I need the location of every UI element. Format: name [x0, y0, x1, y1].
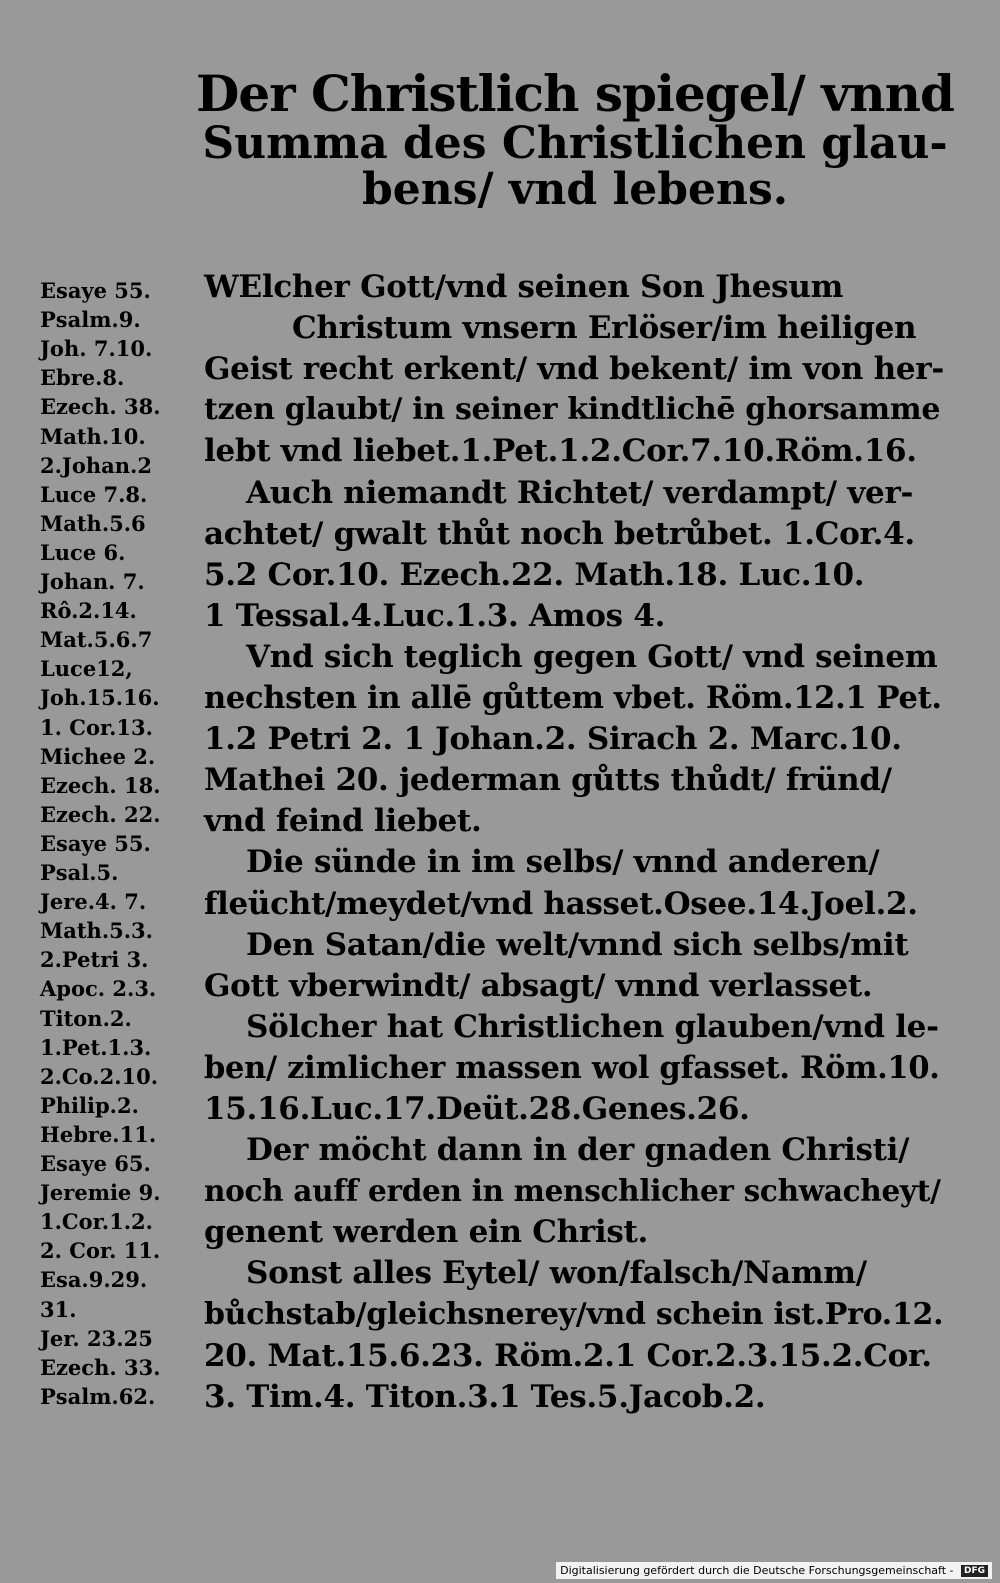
body-line: Gott vberwindt/ absagt/ vnnd verlasset. [204, 967, 873, 1004]
margin-note: Math.5.6 [40, 510, 146, 536]
body-line: tzen glaubt/ in seiner kindtlichē ghorsamme [204, 392, 941, 428]
margin-note: Luce12, [40, 656, 133, 682]
body-line: Die sünde in im selbs/ vnnd anderen/ [246, 844, 880, 881]
body-line: ben/ zimlicher massen wol gfasset. Röm.10. [204, 1049, 940, 1086]
body-line: 15.16.Luc.17.Deüt.28.Genes.26. [204, 1091, 750, 1127]
body-line: nechsten in allē gůttem vbet. Röm.12.1 Pet. [204, 680, 942, 716]
margin-note: Ezech. 33. [40, 1354, 161, 1380]
body-line: genent werden ein Christ. [204, 1214, 648, 1251]
margin-note: Luce 7.8. [40, 481, 148, 507]
margin-note: Ebre.8. [40, 365, 125, 391]
title-line-3: bens/ vnd lebens. [361, 163, 789, 215]
body-line: noch auff erden in menschlicher schwacheyt/ [204, 1173, 941, 1209]
margin-note: Psalm.9. [40, 307, 141, 333]
margin-note: Esaye 65. [40, 1151, 151, 1176]
body-line: 1.2 Petri 2. 1 Johan.2. Sirach 2. Marc.10. [204, 721, 902, 758]
margin-note: Mat.5.6.7 [40, 627, 153, 653]
body-line: Den Satan/die welt/vnnd sich selbs/mit [246, 926, 909, 963]
margin-note: 31. [40, 1296, 77, 1322]
margin-note: Jere.4. 7. [40, 889, 147, 915]
margin-note: Philip.2. [40, 1092, 139, 1118]
margin-note: Math.10. [40, 423, 146, 449]
digitization-footer [556, 1562, 992, 1579]
body-line: 3. Tim.4. Titon.3.1 Tes.5.Jacob.2. [204, 1378, 766, 1415]
margin-note: 1.Cor.1.2. [40, 1209, 153, 1235]
margin-note: 2.Co.2.10. [40, 1063, 159, 1089]
margin-note: Joh. 7.10. [40, 336, 153, 362]
margin-note: Luce 6. [40, 539, 126, 565]
margin-note: Hebre.11. [40, 1121, 157, 1147]
margin-note: 2.Johan.2 [40, 452, 152, 478]
body-line: Sonst alles Eytel/ won/falsch/Namm/ [246, 1255, 867, 1292]
body-line: 5.2 Cor.10. Ezech.22. Math.18. Luc.10. [204, 556, 865, 593]
margin-note: Esaye 55. [40, 830, 151, 856]
margin-note: 2. Cor. 11. [40, 1238, 161, 1264]
body-line: bůchstab/gleichsnerey/vnd schein ist.Pro.12. [204, 1296, 944, 1332]
margin-note: Jeremie 9. [40, 1180, 161, 1206]
page-title [195, 64, 955, 215]
body-line: WElcher Gott/vnd seinen Son Jhesum [204, 269, 844, 305]
title-line-1: Der Christlich spiegel/ vnnd [196, 64, 954, 123]
margin-note: Joh.15.16. [40, 685, 160, 711]
margin-note: Esaye 55. [40, 278, 151, 303]
margin-note: 2.Petri 3. [40, 947, 149, 973]
body-line: fleücht/meydet/vnd hasset.Osee.14.Joel.2. [204, 885, 918, 922]
margin-note: Michee 2. [40, 743, 156, 769]
margin-note: 1. Cor.13. [40, 714, 153, 740]
dfg-logo-icon: DFG [961, 1565, 988, 1577]
body-line: Auch niemandt Richtet/ verdampt/ ver- [246, 474, 914, 511]
body-line: vnd feind liebet. [204, 803, 482, 840]
body-line: 20. Mat.15.6.23. Röm.2.1 Cor.2.3.15.2.Cor. [204, 1337, 932, 1374]
body-line: Mathei 20. jederman gůtts thůdt/ fründ/ [204, 762, 892, 799]
margin-note: Apoc. 2.3. [40, 976, 157, 1002]
body-line: Geist recht erkent/ vnd bekent/ im von her- [204, 351, 944, 388]
margin-note: Ezech. 18. [40, 772, 161, 798]
margin-note: Psalm.62. [40, 1383, 156, 1409]
body-line: Vnd sich teglich gegen Gott/ vnd seinem [246, 638, 938, 675]
margin-note: Rô.2.14. [40, 598, 137, 624]
body-line: Der möcht dann in der gnaden Christi/ [246, 1132, 910, 1169]
body-line: lebt vnd liebet.1.Pet.1.2.Cor.7.10.Röm.16. [204, 433, 917, 470]
body-line: 1 Tessal.4.Luc.1.3. Amos 4. [204, 597, 666, 634]
margin-note: Ezech. 38. [40, 394, 161, 420]
margin-note: 1.Pet.1.3. [40, 1034, 152, 1060]
margin-note: Johan. 7. [40, 569, 145, 594]
margin-note: Ezech. 22. [40, 801, 161, 827]
body-line: achtet/ gwalt thůt noch betrůbet. 1.Cor.4. [204, 515, 915, 552]
margin-note: Esa.9.29. [40, 1267, 148, 1293]
body-line: Sölcher hat Christlichen glauben/vnd le- [246, 1008, 939, 1045]
body-line: Christum vnsern Erlöser/im heiligen [292, 310, 917, 347]
title-line-2: Summa des Christlichen glau- [202, 117, 948, 169]
footer-text: Digitalisierung gefördert durch die Deutsche Forschungsgemeinschaft - [560, 1564, 954, 1577]
margin-note: Math.5.3. [40, 918, 153, 944]
margin-note: Jer. 23.25 [40, 1325, 153, 1351]
margin-note: Psal.5. [40, 860, 119, 885]
margin-note: Titon.2. [40, 1005, 132, 1031]
